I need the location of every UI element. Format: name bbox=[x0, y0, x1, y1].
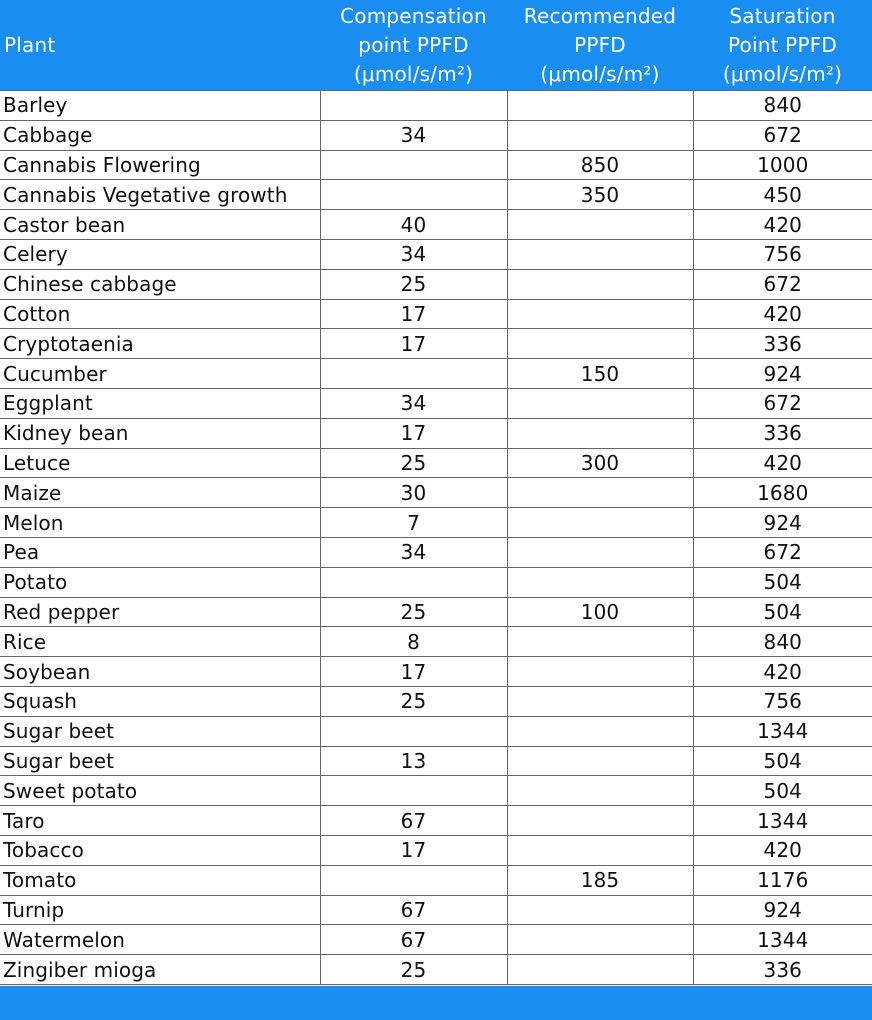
saturation-cell: 672 bbox=[693, 388, 872, 418]
table-row bbox=[0, 359, 872, 389]
compensation-cell: 67 bbox=[320, 925, 507, 955]
plant-cell: Maize bbox=[0, 478, 320, 508]
saturation-cell: 924 bbox=[693, 508, 872, 538]
compensation-cell: 34 bbox=[320, 537, 507, 567]
header-compensation-line: Compensation bbox=[340, 3, 487, 28]
recommended-cell: 150 bbox=[507, 359, 693, 389]
recommended-cell: 350 bbox=[507, 180, 693, 210]
plant-cell: Turnip bbox=[0, 895, 320, 925]
table-row bbox=[0, 746, 872, 776]
table-row bbox=[0, 210, 872, 240]
saturation-cell: 420 bbox=[693, 210, 872, 240]
recommended-cell bbox=[507, 686, 693, 716]
compensation-cell bbox=[320, 150, 507, 180]
footer-bar bbox=[0, 986, 872, 1020]
compensation-cell: 25 bbox=[320, 686, 507, 716]
table-row bbox=[0, 567, 872, 597]
saturation-cell: 672 bbox=[693, 537, 872, 567]
header-compensation bbox=[320, 0, 507, 91]
plant-cell: Melon bbox=[0, 508, 320, 538]
table-row bbox=[0, 508, 872, 538]
recommended-cell bbox=[507, 657, 693, 687]
plant-cell: Barley bbox=[0, 91, 320, 121]
table-row bbox=[0, 388, 872, 418]
plant-cell: Kidney bean bbox=[0, 418, 320, 448]
saturation-cell: 420 bbox=[693, 835, 872, 865]
header-compensation-line: point PPFD bbox=[358, 32, 469, 57]
table-row bbox=[0, 657, 872, 687]
recommended-cell bbox=[507, 895, 693, 925]
header-saturation bbox=[693, 0, 872, 91]
recommended-cell bbox=[507, 776, 693, 806]
header-recommended bbox=[507, 0, 693, 91]
plant-cell: Letuce bbox=[0, 448, 320, 478]
plant-cell: Soybean bbox=[0, 657, 320, 687]
saturation-cell: 924 bbox=[693, 359, 872, 389]
saturation-cell: 1176 bbox=[693, 865, 872, 895]
saturation-cell: 1344 bbox=[693, 925, 872, 955]
recommended-cell: 100 bbox=[507, 597, 693, 627]
saturation-cell: 840 bbox=[693, 91, 872, 121]
compensation-cell bbox=[320, 567, 507, 597]
plant-cell: Cryptotaenia bbox=[0, 329, 320, 359]
table-row bbox=[0, 329, 872, 359]
recommended-cell bbox=[507, 388, 693, 418]
compensation-cell: 34 bbox=[320, 239, 507, 269]
recommended-cell bbox=[507, 537, 693, 567]
recommended-cell bbox=[507, 716, 693, 746]
recommended-cell bbox=[507, 91, 693, 121]
saturation-cell: 1000 bbox=[693, 150, 872, 180]
saturation-cell: 336 bbox=[693, 418, 872, 448]
saturation-cell: 1680 bbox=[693, 478, 872, 508]
compensation-cell: 17 bbox=[320, 835, 507, 865]
saturation-cell: 924 bbox=[693, 895, 872, 925]
compensation-cell: 40 bbox=[320, 210, 507, 240]
plant-cell: Cannabis Flowering bbox=[0, 150, 320, 180]
header-recommended-line: PPFD bbox=[574, 32, 626, 57]
compensation-cell bbox=[320, 359, 507, 389]
compensation-cell: 17 bbox=[320, 418, 507, 448]
header-recommended-line: Recommended bbox=[523, 3, 677, 28]
compensation-cell: 17 bbox=[320, 657, 507, 687]
table-row bbox=[0, 269, 872, 299]
saturation-cell: 420 bbox=[693, 657, 872, 687]
saturation-cell: 504 bbox=[693, 597, 872, 627]
plant-cell: Tobacco bbox=[0, 835, 320, 865]
saturation-cell: 672 bbox=[693, 120, 872, 150]
table-row bbox=[0, 865, 872, 895]
table-row bbox=[0, 895, 872, 925]
compensation-cell: 25 bbox=[320, 955, 507, 985]
header-plant: Plant bbox=[0, 0, 320, 91]
table-row bbox=[0, 627, 872, 657]
table-row bbox=[0, 150, 872, 180]
recommended-cell bbox=[507, 120, 693, 150]
plant-cell: Cannabis Vegetative growth bbox=[0, 180, 320, 210]
compensation-cell: 17 bbox=[320, 329, 507, 359]
table-body bbox=[0, 91, 872, 985]
table-row bbox=[0, 716, 872, 746]
compensation-cell: 67 bbox=[320, 895, 507, 925]
compensation-cell: 7 bbox=[320, 508, 507, 538]
compensation-cell: 34 bbox=[320, 388, 507, 418]
plant-cell: Rice bbox=[0, 627, 320, 657]
saturation-cell: 504 bbox=[693, 567, 872, 597]
table-row bbox=[0, 806, 872, 836]
compensation-cell: 13 bbox=[320, 746, 507, 776]
compensation-cell bbox=[320, 180, 507, 210]
plant-cell: Sugar beet bbox=[0, 716, 320, 746]
table-row bbox=[0, 776, 872, 806]
header-recommended-line: (μmol/s/m²) bbox=[540, 61, 660, 86]
compensation-cell: 25 bbox=[320, 269, 507, 299]
plant-cell: Squash bbox=[0, 686, 320, 716]
compensation-cell: 67 bbox=[320, 806, 507, 836]
table-row bbox=[0, 478, 872, 508]
saturation-cell: 504 bbox=[693, 776, 872, 806]
table-row bbox=[0, 180, 872, 210]
compensation-cell: 17 bbox=[320, 299, 507, 329]
compensation-cell: 30 bbox=[320, 478, 507, 508]
recommended-cell: 300 bbox=[507, 448, 693, 478]
plant-cell: Eggplant bbox=[0, 388, 320, 418]
compensation-cell: 8 bbox=[320, 627, 507, 657]
table-row bbox=[0, 686, 872, 716]
recommended-cell bbox=[507, 210, 693, 240]
recommended-cell bbox=[507, 627, 693, 657]
plant-cell: Taro bbox=[0, 806, 320, 836]
plant-cell: Cabbage bbox=[0, 120, 320, 150]
compensation-cell: 25 bbox=[320, 597, 507, 627]
saturation-cell: 336 bbox=[693, 329, 872, 359]
compensation-cell bbox=[320, 776, 507, 806]
saturation-cell: 420 bbox=[693, 299, 872, 329]
plant-cell: Tomato bbox=[0, 865, 320, 895]
plant-cell: Cotton bbox=[0, 299, 320, 329]
plant-cell: Chinese cabbage bbox=[0, 269, 320, 299]
recommended-cell bbox=[507, 269, 693, 299]
recommended-cell bbox=[507, 239, 693, 269]
recommended-cell bbox=[507, 418, 693, 448]
header-saturation-line: Saturation bbox=[729, 3, 836, 28]
plant-cell: Pea bbox=[0, 537, 320, 567]
plant-cell: Potato bbox=[0, 567, 320, 597]
plant-cell: Castor bean bbox=[0, 210, 320, 240]
plant-cell: Celery bbox=[0, 239, 320, 269]
saturation-cell: 1344 bbox=[693, 806, 872, 836]
table-row bbox=[0, 835, 872, 865]
saturation-cell: 840 bbox=[693, 627, 872, 657]
table-row bbox=[0, 91, 872, 121]
table-row bbox=[0, 120, 872, 150]
plant-cell: Zingiber mioga bbox=[0, 955, 320, 985]
saturation-cell: 450 bbox=[693, 180, 872, 210]
recommended-cell bbox=[507, 925, 693, 955]
recommended-cell bbox=[507, 508, 693, 538]
recommended-cell bbox=[507, 567, 693, 597]
saturation-cell: 756 bbox=[693, 686, 872, 716]
compensation-cell: 34 bbox=[320, 120, 507, 150]
compensation-cell: 25 bbox=[320, 448, 507, 478]
saturation-cell: 1344 bbox=[693, 716, 872, 746]
recommended-cell: 185 bbox=[507, 865, 693, 895]
saturation-cell: 420 bbox=[693, 448, 872, 478]
header-saturation-line: Point PPFD bbox=[727, 32, 838, 57]
saturation-cell: 504 bbox=[693, 746, 872, 776]
table-row bbox=[0, 925, 872, 955]
saturation-cell: 672 bbox=[693, 269, 872, 299]
compensation-cell bbox=[320, 91, 507, 121]
table-row bbox=[0, 537, 872, 567]
recommended-cell bbox=[507, 806, 693, 836]
table-row bbox=[0, 299, 872, 329]
compensation-cell bbox=[320, 865, 507, 895]
plant-cell: Sugar beet bbox=[0, 746, 320, 776]
compensation-cell bbox=[320, 716, 507, 746]
plant-cell: Sweet potato bbox=[0, 776, 320, 806]
recommended-cell: 850 bbox=[507, 150, 693, 180]
saturation-cell: 336 bbox=[693, 955, 872, 985]
table-row bbox=[0, 448, 872, 478]
recommended-cell bbox=[507, 835, 693, 865]
recommended-cell bbox=[507, 299, 693, 329]
header-compensation-line: (μmol/s/m²) bbox=[353, 61, 474, 86]
recommended-cell bbox=[507, 955, 693, 985]
plant-cell: Red pepper bbox=[0, 597, 320, 627]
table-header bbox=[0, 0, 872, 91]
header-row bbox=[0, 0, 872, 91]
saturation-cell: 756 bbox=[693, 239, 872, 269]
table-row bbox=[0, 597, 872, 627]
plant-cell: Cucumber bbox=[0, 359, 320, 389]
table-row bbox=[0, 418, 872, 448]
header-saturation-line: (μmol/s/m²) bbox=[722, 61, 843, 86]
plant-cell: Watermelon bbox=[0, 925, 320, 955]
table-row bbox=[0, 239, 872, 269]
recommended-cell bbox=[507, 329, 693, 359]
table-row bbox=[0, 955, 872, 985]
recommended-cell bbox=[507, 746, 693, 776]
recommended-cell bbox=[507, 478, 693, 508]
